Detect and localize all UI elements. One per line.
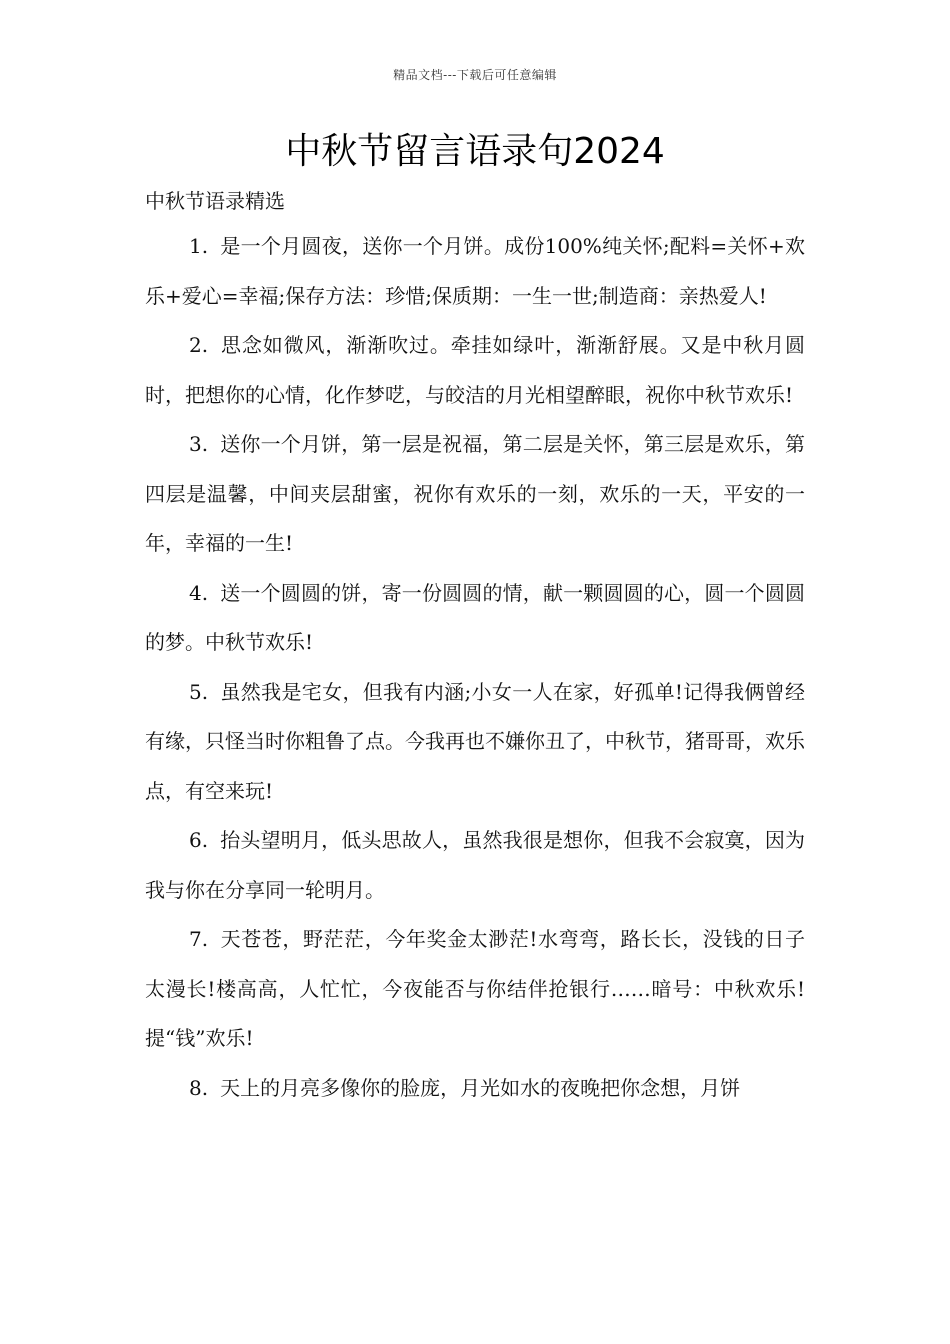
- list-item: [145, 569, 805, 668]
- item-number: 3.: [189, 432, 209, 456]
- item-text: 送一个圆圆的饼，寄一份圆圆的情，献一颗圆圆的心，圆一个圆圆的梦。中秋节欢乐!: [145, 580, 805, 654]
- item-number: 5.: [189, 679, 209, 704]
- item-text: 抬头望明月，低头思故人，虽然我很是想你，但我不会寂寞，因为我与你在分享同一轮明月。: [145, 828, 805, 902]
- document-body: [145, 180, 805, 1113]
- list-item: [145, 1064, 805, 1114]
- section-subheading: 中秋节语录精选: [145, 189, 285, 213]
- item-text: 送你一个月饼，第一层是祝福，第二层是关怀，第三层是欢乐，第四层是温馨，中间夹层甜蜜，祝你有欢乐的一刻，欢乐的一天，平安的一年，幸福的一生!: [145, 432, 805, 555]
- item-text: 天苍苍，野茫茫，今年奖金太渺茫!水弯弯，路长长，没钱的日子太漫长!楼高高，人忙忙，今夜能否与你结伴抢银行……暗号：中秋欢乐!提“钱”欢乐!: [145, 927, 805, 1050]
- list-item: [145, 668, 805, 817]
- list-item: [145, 915, 805, 1064]
- list-item: [145, 222, 805, 321]
- item-number: 7.: [189, 927, 209, 951]
- list-item: [145, 321, 805, 420]
- item-text: 虽然我是宅女，但我有内涵;小女一人在家，好孤单!记得我俩曾经有缘，只怪当时你粗鲁了点。今我再也不嫌你丑了，中秋节，猪哥哥，欢乐点，有空来玩!: [145, 679, 805, 803]
- item-text: 思念如微风，渐渐吹过。牵挂如绿叶，渐渐舒展。又是中秋月圆时，把想你的心情，化作梦呓，与皎洁的月光相望醉眼，祝你中秋节欢乐!: [145, 333, 805, 407]
- list-item: [145, 816, 805, 915]
- list-item: [145, 420, 805, 569]
- document-title: 中秋节留言语录句2024: [285, 131, 665, 172]
- item-text: 天上的月亮多像你的脸庞，月光如水的夜晚把你念想，月饼: [220, 1075, 741, 1100]
- item-number: 8.: [189, 1075, 209, 1100]
- item-number: 6.: [189, 828, 209, 852]
- item-number: 1.: [189, 234, 209, 258]
- header-note: 精品文档---下载后可任意编辑: [393, 68, 557, 82]
- item-number: 2.: [189, 333, 209, 357]
- item-text: 是一个月圆夜，送你一个月饼。成份100%纯关怀;配料=关怀+欢乐+爱心=幸福;保存方法：珍惜;保质期：一生一世;制造商：亲热爱人!: [145, 234, 805, 308]
- item-number: 4.: [189, 580, 209, 605]
